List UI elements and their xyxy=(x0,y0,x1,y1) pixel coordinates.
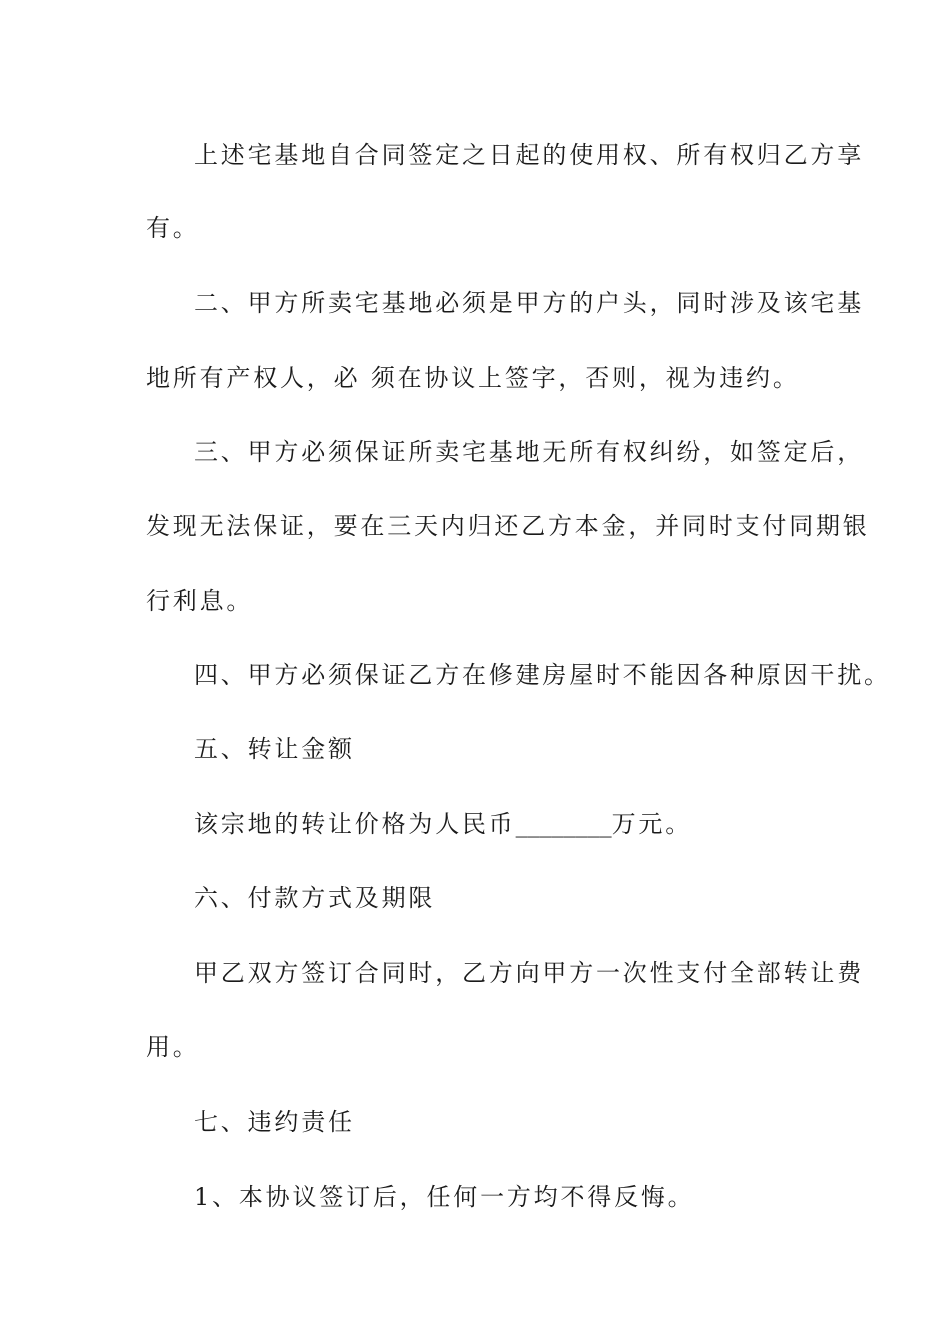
paragraph-line: 1、本协议签订后，任何一方均不得反悔。 xyxy=(194,1183,695,1211)
paragraph-line: 发现无法保证，要在三天内归还乙方本金，并同时支付同期银 xyxy=(146,512,870,540)
section-heading: 七、违约责任 xyxy=(194,1108,355,1136)
paragraph-line: 用。 xyxy=(146,1033,200,1061)
price-line-suffix: 万元。 xyxy=(611,810,693,838)
paragraph-line: 上述宅基地自合同签定之日起的使用权、所有权归乙方享 xyxy=(194,141,864,169)
paragraph-line: 二、甲方所卖宅基地必须是甲方的户头，同时涉及该宅基 xyxy=(194,289,864,317)
paragraph-line: 四、甲方必须保证乙方在修建房屋时不能因各种原因干扰。 xyxy=(194,661,891,689)
paragraph-line: 行利息。 xyxy=(146,587,254,615)
price-line xyxy=(194,809,854,839)
section-heading: 五、转让金额 xyxy=(194,735,355,763)
paragraph-line: 三、甲方必须保证所卖宅基地无所有权纠纷，如签定后， xyxy=(194,438,864,466)
price-line-prefix: 该宗地的转让价格为人民币 xyxy=(194,810,516,838)
paragraph-line: 甲乙双方签订合同时，乙方向甲方一次性支付全部转让费 xyxy=(194,959,864,987)
price-blank: ________ xyxy=(515,810,612,838)
paragraph-line: 有。 xyxy=(146,214,200,242)
section-heading: 六、付款方式及期限 xyxy=(194,884,436,912)
paragraph-line: 地所有产权人，必 须在协议上签字，否则，视为违约。 xyxy=(146,364,800,392)
